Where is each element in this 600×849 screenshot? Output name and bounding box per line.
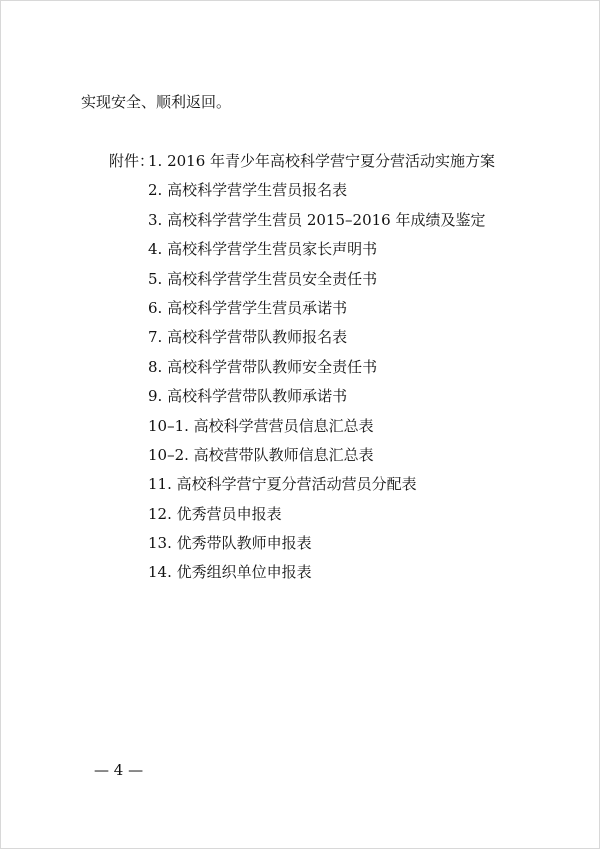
attachment-item: 7. 高校科学营带队教师报名表	[148, 328, 348, 347]
attachment-item: 6. 高校科学营学生营员承诺书	[148, 298, 348, 317]
page-number: — 4 —	[94, 761, 144, 779]
attachment-item: 2. 高校科学营学生营员报名表	[148, 181, 348, 200]
body-paragraph: 实现安全、顺利返回。	[81, 93, 232, 111]
attachments-label: 附件：	[109, 152, 155, 170]
attachment-item: 12. 优秀营员申报表	[148, 504, 282, 523]
attachment-item: 3. 高校科学营学生营员 2015–2016 年成绩及鉴定	[148, 210, 486, 229]
attachment-item: 5. 高校科学营学生营员安全责任书	[148, 269, 378, 288]
attachment-item: 8. 高校科学营带队教师安全责任书	[148, 357, 378, 376]
attachment-item: 10–2. 高校营带队教师信息汇总表	[148, 445, 374, 464]
attachments-list	[148, 151, 495, 592]
attachment-item: 4. 高校科学营学生营员家长声明书	[148, 240, 378, 259]
attachment-item: 10–1. 高校科学营营员信息汇总表	[148, 416, 374, 435]
attachment-item: 1. 2016 年青少年高校科学营宁夏分营活动实施方案	[148, 152, 496, 170]
attachment-item: 14. 优秀组织单位申报表	[148, 563, 312, 582]
attachment-item: 9. 高校科学营带队教师承诺书	[148, 387, 348, 406]
attachment-item: 11. 高校科学营宁夏分营活动营员分配表	[148, 475, 417, 494]
attachment-item: 13. 优秀带队教师申报表	[148, 534, 312, 553]
